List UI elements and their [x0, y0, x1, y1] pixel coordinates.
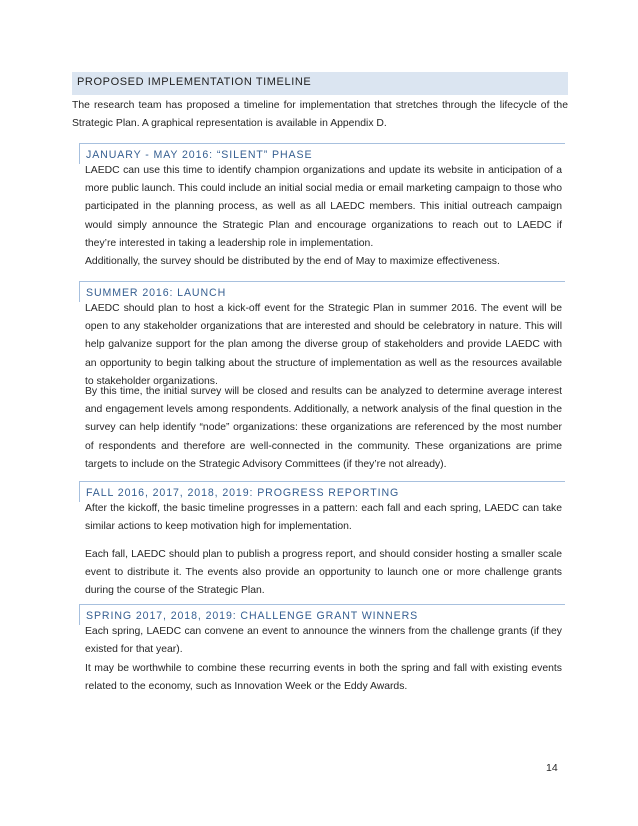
phase-paragraph: Additionally, the survey should be distributed by the end of May to maximize effectiveness. — [85, 256, 500, 267]
phase-title: JANUARY - MAY 2016: “SILENT” PHASE — [86, 149, 313, 161]
phase-paragraph: LAEDC should plan to host a kick-off event for the Strategic Plan in summer 2016. The event will be open to any stakeholder organizations that are interested and should be celebratory in nature. This will help galvanize support for the plan among the diverse group of stakeholders and provide LAEDC with an opportunity to begin talking about the structure of implementation as well as the resources available to stakeholder organizations. — [85, 303, 562, 387]
phase-heading-launch — [79, 281, 565, 302]
phase-heading-silent — [79, 143, 565, 164]
section-heading: PROPOSED IMPLEMENTATION TIMELINE — [72, 72, 568, 95]
phase-paragraph: LAEDC can use this time to identify champion organizations and update its website in anticipation of a more public launch. This could include an initial social media or email marketing campaign to those who participated in the planning process, as well as all LAEDC members. This initial outreach campaign would simply announce the Strategic Plan and encourage organizations to reach out to LAEDC if they’re interested in taking a leadership role in implementation. — [85, 165, 562, 249]
phase-title: FALL 2016, 2017, 2018, 2019: PROGRESS REPORTING — [86, 487, 400, 499]
phase-paragraph: By this time, the initial survey will be closed and results can be analyzed to determine average interest and engagement levels among respondents. Additionally, a network analysis of the final question in the survey can help identify “node” organizations: these organizations are referenced by the most number of respondents and therefore are well-connected in the community. These organizations are prime targets to include on the Strategic Advisory Committees (if they’re not already). — [85, 386, 562, 470]
phase-title: SUMMER 2016: LAUNCH — [86, 287, 227, 299]
phase-heading-progress — [79, 481, 565, 502]
phase-paragraph: Each spring, LAEDC can convene an event to announce the winners from the challenge grants (if they existed for that year). — [85, 626, 562, 656]
phase-paragraph: It may be worthwhile to combine these recurring events in both the spring and fall with existing events related to the economy, such as Innovation Week or the Eddy Awards. — [85, 663, 562, 693]
phase-title: SPRING 2017, 2018, 2019: CHALLENGE GRANT WINNERS — [86, 610, 419, 622]
phase-paragraph: After the kickoff, the basic timeline progresses in a pattern: each fall and each spring, LAEDC can take similar actions to keep motivation high for implementation. — [85, 503, 562, 533]
page-number: 14 — [546, 762, 558, 774]
phase-paragraph: Each fall, LAEDC should plan to publish a progress report, and should consider hosting a smaller scale event to distribute it. The events also provide an opportunity to launch one or more challenge grants during the course of the Strategic Plan. — [85, 549, 562, 597]
phase-heading-challenge — [79, 604, 565, 625]
intro-paragraph: The research team has proposed a timeline for implementation that stretches through the lifecycle of the Strategic Plan. A graphical representation is available in Appendix D. — [72, 100, 568, 129]
